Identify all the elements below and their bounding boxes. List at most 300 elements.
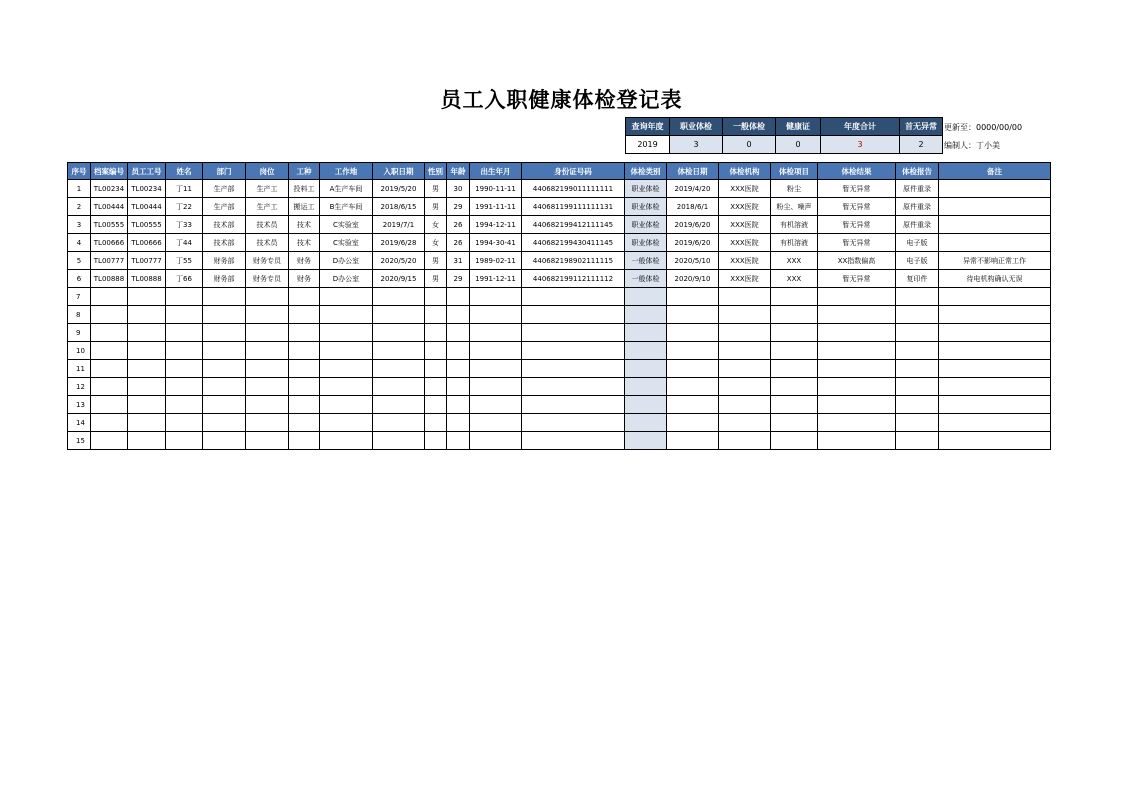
cell-dept[interactable]	[203, 288, 246, 306]
cell-name[interactable]	[166, 396, 203, 414]
cell-job-type[interactable]	[289, 324, 320, 342]
cell-check-org[interactable]	[719, 324, 771, 342]
cell-check-report[interactable]: 复印件	[896, 270, 939, 288]
cell-check-type[interactable]	[625, 342, 667, 360]
cell-check-org[interactable]: XXX医院	[719, 234, 771, 252]
cell-check-item[interactable]: 有机溶液	[771, 216, 818, 234]
column-header-workplace[interactable]: 工作地	[320, 163, 373, 180]
cell-id-card[interactable]	[522, 324, 625, 342]
cell-remark[interactable]: 异常不影响正常工作	[939, 252, 1051, 270]
cell-check-org[interactable]	[719, 288, 771, 306]
cell-workplace[interactable]	[320, 324, 373, 342]
cell-name[interactable]: 丁33	[166, 216, 203, 234]
cell-post[interactable]: 生产工	[246, 180, 289, 198]
cell-check-type[interactable]	[625, 324, 667, 342]
column-header-check-date[interactable]: 体检日期	[667, 163, 719, 180]
column-header-post[interactable]: 岗位	[246, 163, 289, 180]
cell-dept[interactable]	[203, 396, 246, 414]
cell-check-type[interactable]: 职业体检	[625, 234, 667, 252]
cell-job-type[interactable]	[289, 342, 320, 360]
cell-age[interactable]	[447, 324, 470, 342]
cell-file-no[interactable]	[91, 360, 128, 378]
cell-check-type[interactable]	[625, 288, 667, 306]
cell-name[interactable]	[166, 324, 203, 342]
cell-job-type[interactable]: 财务	[289, 270, 320, 288]
column-header-check-org[interactable]: 体检机构	[719, 163, 771, 180]
cell-name[interactable]	[166, 378, 203, 396]
cell-hire-date[interactable]	[373, 288, 425, 306]
cell-id-card[interactable]: 440682198902111115	[522, 252, 625, 270]
cell-workplace[interactable]: C实验室	[320, 216, 373, 234]
cell-job-type[interactable]	[289, 288, 320, 306]
cell-hire-date[interactable]: 2019/5/20	[373, 180, 425, 198]
cell-check-item[interactable]	[771, 360, 818, 378]
cell-birth[interactable]	[470, 342, 522, 360]
cell-gender[interactable]: 男	[425, 252, 447, 270]
cell-hire-date[interactable]	[373, 360, 425, 378]
cell-emp-no[interactable]: TL00555	[128, 216, 166, 234]
cell-hire-date[interactable]	[373, 432, 425, 450]
cell-post[interactable]: 财务专员	[246, 252, 289, 270]
cell-age[interactable]	[447, 360, 470, 378]
cell-remark[interactable]	[939, 342, 1051, 360]
cell-id-card[interactable]: 440681199111111131	[522, 198, 625, 216]
cell-remark[interactable]	[939, 216, 1051, 234]
cell-workplace[interactable]	[320, 288, 373, 306]
cell-check-date[interactable]	[667, 342, 719, 360]
cell-gender[interactable]	[425, 396, 447, 414]
cell-dept[interactable]: 生产部	[203, 198, 246, 216]
cell-dept[interactable]: 财务部	[203, 270, 246, 288]
cell-birth[interactable]: 1990-11-11	[470, 180, 522, 198]
cell-hire-date[interactable]: 2018/6/15	[373, 198, 425, 216]
cell-check-date[interactable]	[667, 396, 719, 414]
cell-check-item[interactable]	[771, 396, 818, 414]
cell-remark[interactable]	[939, 396, 1051, 414]
cell-post[interactable]	[246, 342, 289, 360]
cell-emp-no[interactable]: TL00777	[128, 252, 166, 270]
cell-check-date[interactable]	[667, 432, 719, 450]
cell-check-result[interactable]	[818, 324, 896, 342]
cell-job-type[interactable]: 投料工	[289, 180, 320, 198]
cell-check-org[interactable]	[719, 432, 771, 450]
cell-id-card[interactable]: 440682199011111111	[522, 180, 625, 198]
cell-job-type[interactable]	[289, 414, 320, 432]
column-header-check-item[interactable]: 体检项目	[771, 163, 818, 180]
column-header-job-type[interactable]: 工种	[289, 163, 320, 180]
cell-post[interactable]: 财务专员	[246, 270, 289, 288]
cell-seq[interactable]: 13	[68, 396, 91, 414]
cell-check-item[interactable]: XXX	[771, 270, 818, 288]
cell-workplace[interactable]	[320, 378, 373, 396]
cell-check-item[interactable]: XXX	[771, 252, 818, 270]
cell-workplace[interactable]	[320, 432, 373, 450]
cell-check-org[interactable]: XXX医院	[719, 252, 771, 270]
cell-id-card[interactable]	[522, 306, 625, 324]
cell-emp-no[interactable]	[128, 414, 166, 432]
cell-seq[interactable]: 7	[68, 288, 91, 306]
cell-workplace[interactable]: A生产车间	[320, 180, 373, 198]
cell-file-no[interactable]	[91, 306, 128, 324]
cell-check-type[interactable]: 一般体检	[625, 252, 667, 270]
cell-job-type[interactable]	[289, 432, 320, 450]
cell-name[interactable]	[166, 414, 203, 432]
cell-seq[interactable]: 3	[68, 216, 91, 234]
cell-check-type[interactable]	[625, 396, 667, 414]
cell-hire-date[interactable]: 2020/9/15	[373, 270, 425, 288]
cell-gender[interactable]: 女	[425, 216, 447, 234]
cell-id-card[interactable]	[522, 342, 625, 360]
cell-check-result[interactable]	[818, 432, 896, 450]
cell-check-result[interactable]	[818, 306, 896, 324]
cell-name[interactable]: 丁66	[166, 270, 203, 288]
cell-check-org[interactable]	[719, 378, 771, 396]
column-header-age[interactable]: 年龄	[447, 163, 470, 180]
cell-remark[interactable]	[939, 288, 1051, 306]
cell-check-result[interactable]	[818, 378, 896, 396]
cell-remark[interactable]: 待电机构确认无误	[939, 270, 1051, 288]
cell-check-date[interactable]: 2019/4/20	[667, 180, 719, 198]
cell-id-card[interactable]	[522, 414, 625, 432]
cell-post[interactable]	[246, 360, 289, 378]
cell-age[interactable]: 30	[447, 180, 470, 198]
cell-workplace[interactable]: C实验室	[320, 234, 373, 252]
cell-file-no[interactable]	[91, 396, 128, 414]
cell-check-org[interactable]	[719, 396, 771, 414]
cell-check-date[interactable]	[667, 288, 719, 306]
column-header-birth[interactable]: 出生年月	[470, 163, 522, 180]
cell-gender[interactable]	[425, 432, 447, 450]
cell-check-result[interactable]	[818, 288, 896, 306]
cell-birth[interactable]	[470, 432, 522, 450]
cell-workplace[interactable]	[320, 396, 373, 414]
cell-post[interactable]	[246, 432, 289, 450]
cell-name[interactable]	[166, 306, 203, 324]
column-header-check-result[interactable]: 体检结果	[818, 163, 896, 180]
cell-age[interactable]: 29	[447, 270, 470, 288]
cell-remark[interactable]	[939, 306, 1051, 324]
cell-check-result[interactable]: 暂无异常	[818, 234, 896, 252]
cell-seq[interactable]: 9	[68, 324, 91, 342]
cell-check-type[interactable]: 职业体检	[625, 180, 667, 198]
cell-id-card[interactable]	[522, 360, 625, 378]
cell-remark[interactable]	[939, 432, 1051, 450]
cell-name[interactable]	[166, 432, 203, 450]
cell-emp-no[interactable]	[128, 396, 166, 414]
cell-emp-no[interactable]: TL00444	[128, 198, 166, 216]
column-header-dept[interactable]: 部门	[203, 163, 246, 180]
cell-check-report[interactable]: 原件重录	[896, 198, 939, 216]
cell-gender[interactable]: 女	[425, 234, 447, 252]
cell-check-report[interactable]	[896, 396, 939, 414]
cell-hire-date[interactable]	[373, 342, 425, 360]
cell-dept[interactable]	[203, 378, 246, 396]
cell-check-type[interactable]: 职业体检	[625, 198, 667, 216]
cell-check-type[interactable]	[625, 432, 667, 450]
cell-birth[interactable]: 1989-02-11	[470, 252, 522, 270]
cell-emp-no[interactable]	[128, 360, 166, 378]
cell-check-type[interactable]	[625, 306, 667, 324]
cell-id-card[interactable]: 440682199430411145	[522, 234, 625, 252]
cell-check-org[interactable]	[719, 414, 771, 432]
cell-birth[interactable]	[470, 306, 522, 324]
cell-job-type[interactable]	[289, 396, 320, 414]
cell-hire-date[interactable]	[373, 396, 425, 414]
cell-post[interactable]	[246, 288, 289, 306]
cell-check-date[interactable]	[667, 378, 719, 396]
cell-check-type[interactable]: 一般体检	[625, 270, 667, 288]
cell-age[interactable]: 29	[447, 198, 470, 216]
cell-check-item[interactable]	[771, 306, 818, 324]
cell-age[interactable]: 26	[447, 234, 470, 252]
cell-check-result[interactable]: 暂无异常	[818, 198, 896, 216]
cell-check-org[interactable]	[719, 360, 771, 378]
cell-seq[interactable]: 15	[68, 432, 91, 450]
cell-dept[interactable]	[203, 360, 246, 378]
cell-check-report[interactable]	[896, 288, 939, 306]
cell-name[interactable]: 丁11	[166, 180, 203, 198]
cell-check-result[interactable]: XX指数偏高	[818, 252, 896, 270]
cell-id-card[interactable]	[522, 288, 625, 306]
column-header-hire-date[interactable]: 入职日期	[373, 163, 425, 180]
cell-file-no[interactable]: TL00555	[91, 216, 128, 234]
cell-check-org[interactable]: XXX医院	[719, 216, 771, 234]
cell-workplace[interactable]: D办公室	[320, 252, 373, 270]
cell-job-type[interactable]	[289, 360, 320, 378]
cell-dept[interactable]: 技术部	[203, 234, 246, 252]
cell-remark[interactable]	[939, 378, 1051, 396]
cell-check-item[interactable]	[771, 378, 818, 396]
cell-check-org[interactable]	[719, 306, 771, 324]
cell-check-org[interactable]: XXX医院	[719, 270, 771, 288]
cell-birth[interactable]	[470, 360, 522, 378]
cell-gender[interactable]	[425, 306, 447, 324]
cell-dept[interactable]	[203, 324, 246, 342]
cell-check-org[interactable]: XXX医院	[719, 180, 771, 198]
cell-check-report[interactable]: 电子版	[896, 234, 939, 252]
cell-dept[interactable]: 财务部	[203, 252, 246, 270]
cell-check-result[interactable]	[818, 342, 896, 360]
cell-hire-date[interactable]: 2019/6/28	[373, 234, 425, 252]
cell-file-no[interactable]	[91, 288, 128, 306]
cell-file-no[interactable]	[91, 342, 128, 360]
cell-birth[interactable]	[470, 288, 522, 306]
cell-workplace[interactable]: B生产车间	[320, 198, 373, 216]
cell-age[interactable]	[447, 288, 470, 306]
cell-workplace[interactable]	[320, 414, 373, 432]
column-header-emp-no[interactable]: 员工工号	[128, 163, 166, 180]
cell-job-type[interactable]	[289, 306, 320, 324]
cell-remark[interactable]	[939, 324, 1051, 342]
cell-check-report[interactable]	[896, 342, 939, 360]
cell-gender[interactable]: 男	[425, 198, 447, 216]
cell-emp-no[interactable]	[128, 288, 166, 306]
cell-name[interactable]	[166, 342, 203, 360]
cell-hire-date[interactable]	[373, 414, 425, 432]
cell-check-report[interactable]	[896, 324, 939, 342]
cell-gender[interactable]	[425, 414, 447, 432]
cell-check-report[interactable]	[896, 414, 939, 432]
cell-gender[interactable]	[425, 324, 447, 342]
cell-workplace[interactable]	[320, 342, 373, 360]
cell-check-date[interactable]	[667, 324, 719, 342]
cell-remark[interactable]	[939, 414, 1051, 432]
cell-id-card[interactable]: 440682199412111145	[522, 216, 625, 234]
cell-id-card[interactable]	[522, 432, 625, 450]
cell-name[interactable]: 丁55	[166, 252, 203, 270]
cell-check-result[interactable]: 暂无异常	[818, 216, 896, 234]
cell-post[interactable]	[246, 324, 289, 342]
cell-check-type[interactable]	[625, 378, 667, 396]
cell-gender[interactable]: 男	[425, 270, 447, 288]
cell-emp-no[interactable]	[128, 378, 166, 396]
cell-check-item[interactable]: 有机溶液	[771, 234, 818, 252]
cell-hire-date[interactable]	[373, 324, 425, 342]
cell-check-item[interactable]	[771, 432, 818, 450]
cell-check-org[interactable]	[719, 342, 771, 360]
cell-birth[interactable]: 1994-30-41	[470, 234, 522, 252]
cell-gender[interactable]	[425, 288, 447, 306]
cell-remark[interactable]	[939, 198, 1051, 216]
cell-emp-no[interactable]	[128, 342, 166, 360]
cell-check-result[interactable]	[818, 360, 896, 378]
column-header-check-report[interactable]: 体检报告	[896, 163, 939, 180]
cell-emp-no[interactable]	[128, 432, 166, 450]
cell-gender[interactable]	[425, 378, 447, 396]
column-header-file-no[interactable]: 档案编号	[91, 163, 128, 180]
cell-check-item[interactable]: 粉尘、噪声	[771, 198, 818, 216]
cell-age[interactable]	[447, 414, 470, 432]
cell-remark[interactable]	[939, 180, 1051, 198]
cell-age[interactable]	[447, 342, 470, 360]
cell-dept[interactable]	[203, 306, 246, 324]
column-header-check-type[interactable]: 体检类别	[625, 163, 667, 180]
cell-post[interactable]: 技术员	[246, 216, 289, 234]
cell-name[interactable]: 丁44	[166, 234, 203, 252]
cell-hire-date[interactable]: 2020/5/20	[373, 252, 425, 270]
cell-emp-no[interactable]: TL00234	[128, 180, 166, 198]
column-header-id-card[interactable]: 身份证号码	[522, 163, 625, 180]
cell-gender[interactable]: 男	[425, 180, 447, 198]
cell-remark[interactable]	[939, 234, 1051, 252]
cell-id-card[interactable]: 440682199112111112	[522, 270, 625, 288]
cell-name[interactable]	[166, 288, 203, 306]
cell-seq[interactable]: 14	[68, 414, 91, 432]
cell-birth[interactable]	[470, 396, 522, 414]
cell-workplace[interactable]	[320, 360, 373, 378]
cell-birth[interactable]	[470, 414, 522, 432]
cell-age[interactable]	[447, 378, 470, 396]
cell-check-org[interactable]: XXX医院	[719, 198, 771, 216]
cell-birth[interactable]: 1991-11-11	[470, 198, 522, 216]
cell-check-result[interactable]: 暂无异常	[818, 180, 896, 198]
cell-check-type[interactable]	[625, 414, 667, 432]
column-header-gender[interactable]: 性别	[425, 163, 447, 180]
cell-seq[interactable]: 10	[68, 342, 91, 360]
column-header-seq[interactable]: 序号	[68, 163, 91, 180]
cell-hire-date[interactable]	[373, 378, 425, 396]
cell-dept[interactable]: 技术部	[203, 216, 246, 234]
column-header-remark[interactable]: 备注	[939, 163, 1051, 180]
cell-workplace[interactable]	[320, 306, 373, 324]
cell-age[interactable]	[447, 432, 470, 450]
cell-check-item[interactable]	[771, 414, 818, 432]
cell-job-type[interactable]: 搬运工	[289, 198, 320, 216]
cell-check-report[interactable]: 原件重录	[896, 180, 939, 198]
cell-dept[interactable]	[203, 414, 246, 432]
cell-birth[interactable]	[470, 378, 522, 396]
cell-seq[interactable]: 4	[68, 234, 91, 252]
cell-seq[interactable]: 12	[68, 378, 91, 396]
cell-hire-date[interactable]	[373, 306, 425, 324]
cell-age[interactable]: 31	[447, 252, 470, 270]
column-header-name[interactable]: 姓名	[166, 163, 203, 180]
cell-job-type[interactable]: 财务	[289, 252, 320, 270]
cell-seq[interactable]: 5	[68, 252, 91, 270]
cell-file-no[interactable]: TL00444	[91, 198, 128, 216]
cell-job-type[interactable]: 技术	[289, 234, 320, 252]
cell-seq[interactable]: 11	[68, 360, 91, 378]
cell-check-date[interactable]	[667, 306, 719, 324]
cell-check-date[interactable]	[667, 360, 719, 378]
cell-job-type[interactable]: 技术	[289, 216, 320, 234]
cell-hire-date[interactable]: 2019/7/1	[373, 216, 425, 234]
cell-emp-no[interactable]	[128, 324, 166, 342]
cell-remark[interactable]	[939, 360, 1051, 378]
cell-check-date[interactable]: 2020/5/10	[667, 252, 719, 270]
cell-check-date[interactable]: 2019/6/20	[667, 234, 719, 252]
cell-emp-no[interactable]	[128, 306, 166, 324]
cell-birth[interactable]	[470, 324, 522, 342]
cell-seq[interactable]: 8	[68, 306, 91, 324]
cell-check-result[interactable]	[818, 414, 896, 432]
cell-file-no[interactable]: TL00666	[91, 234, 128, 252]
cell-name[interactable]: 丁22	[166, 198, 203, 216]
cell-check-date[interactable]: 2020/9/10	[667, 270, 719, 288]
year-select-cell[interactable]: 2019	[626, 136, 670, 154]
cell-id-card[interactable]	[522, 378, 625, 396]
cell-file-no[interactable]	[91, 324, 128, 342]
cell-file-no[interactable]: TL00234	[91, 180, 128, 198]
cell-check-result[interactable]: 暂无异常	[818, 270, 896, 288]
cell-birth[interactable]: 1994-12-11	[470, 216, 522, 234]
cell-file-no[interactable]: TL00777	[91, 252, 128, 270]
cell-file-no[interactable]: TL00888	[91, 270, 128, 288]
cell-check-type[interactable]: 职业体检	[625, 216, 667, 234]
cell-job-type[interactable]	[289, 378, 320, 396]
cell-gender[interactable]	[425, 342, 447, 360]
cell-emp-no[interactable]: TL00888	[128, 270, 166, 288]
cell-check-item[interactable]	[771, 342, 818, 360]
cell-gender[interactable]	[425, 360, 447, 378]
cell-dept[interactable]	[203, 342, 246, 360]
cell-name[interactable]	[166, 360, 203, 378]
cell-check-report[interactable]: 电子版	[896, 252, 939, 270]
cell-age[interactable]	[447, 396, 470, 414]
cell-post[interactable]: 技术员	[246, 234, 289, 252]
cell-check-report[interactable]	[896, 432, 939, 450]
cell-post[interactable]	[246, 306, 289, 324]
cell-check-item[interactable]	[771, 324, 818, 342]
cell-check-report[interactable]: 原件重录	[896, 216, 939, 234]
cell-check-report[interactable]	[896, 360, 939, 378]
cell-check-item[interactable]	[771, 288, 818, 306]
cell-emp-no[interactable]: TL00666	[128, 234, 166, 252]
cell-file-no[interactable]	[91, 432, 128, 450]
cell-check-date[interactable]: 2019/6/20	[667, 216, 719, 234]
cell-post[interactable]	[246, 378, 289, 396]
cell-id-card[interactable]	[522, 396, 625, 414]
